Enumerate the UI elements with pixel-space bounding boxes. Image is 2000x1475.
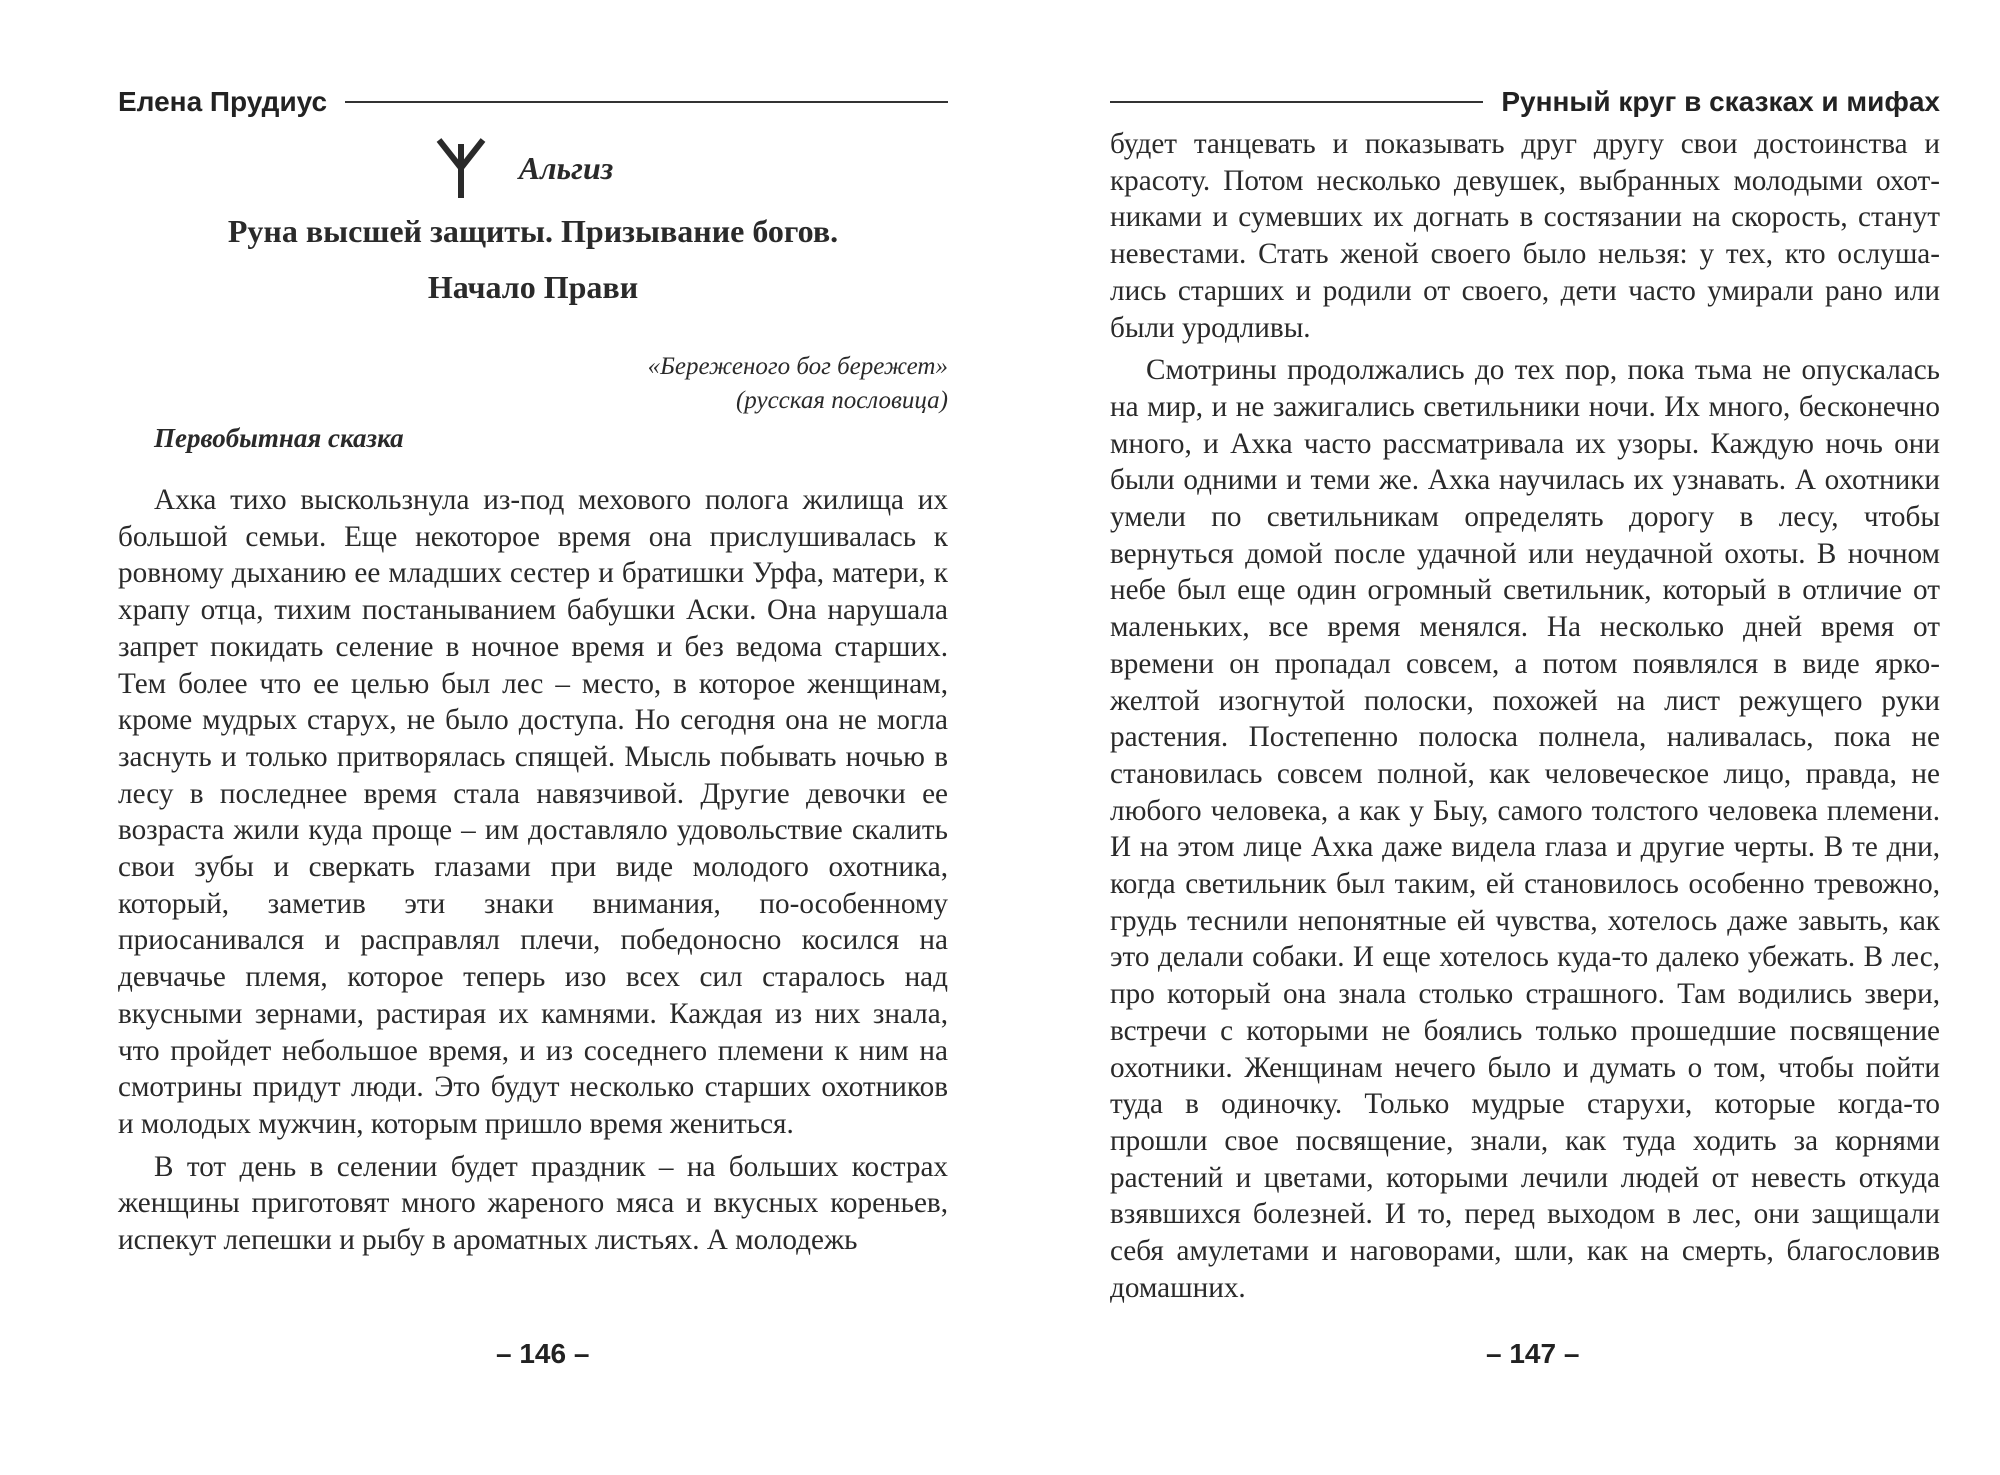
algiz-rune-icon	[433, 136, 489, 200]
rune-title-line	[98, 136, 948, 200]
left-page-number: – 146 –	[496, 1338, 590, 1369]
header-rule	[1110, 101, 1483, 103]
book-title: Рунный круг в сказках и мифах	[1501, 86, 1940, 117]
paragraph: В тот день в селении будет праздник – на больших кострах женщины приготовят много жареного мяса и вкусных кореньев, испекут лепешки и рыбу в ароматных листьях. А молодежь	[118, 1150, 948, 1257]
right-page-number: – 147 –	[1486, 1338, 1580, 1369]
chapter-subtitle-line-1: Руна высшей защиты. Призывание богов.	[227, 213, 839, 249]
left-running-head	[118, 82, 948, 122]
author-name: Елена Прудиус	[118, 86, 328, 117]
section-heading: Первобытная сказка	[154, 423, 404, 453]
paragraph: будет танцевать и показывать друг другу свои достоинства и красоту. Потом несколько девушек, выбранных молодыми охотниками и сумевших их догнать в состязании на скорость, станут невестами. Стать женой своего было нельзя: у тех, кто ослушались старших и родили от своего, дети часто умирали рано или были уродливы.	[1110, 128, 1940, 344]
right-running-head	[1110, 82, 1940, 122]
left-page-body	[118, 136, 948, 1259]
chapter-title-block	[118, 136, 948, 312]
right-page-body	[1110, 126, 1940, 1307]
paragraph: Ахка тихо выскользнула из-под мехового полога жилища их большой семьи. Еще некоторое время она прислушивалась к ровному дыханию ее младших сестер и братишки Урфа, матери, к храпу отца, тихим постаныванием бабушки Аски. Она нарушала запрет покидать селение в ночное время и без ведома старших. Тем более что ее целью был лес – место, в которое женщинам, кроме мудрых старух, не было доступа. Но сегодня она не могла заснуть и только притворялась спящей. Мысль побывать ночью в лесу в последнее время стала навязчивой. Другие девочки ее возраста жили куда проще – им доставляло удовольствие скалить свои зубы и сверкать глазами при виде молодого охотника, который, заметив эти знаки внимания, по-особенному приосанивался и расправлял плечи, победоносно косился на девчачье племя, которое теперь изо всех сил старалось над вкусными зернами, растирая их камнями. Каждая из них знала, что пройдет небольшое время, и из соседнего племени к ним на смотрины придут люди. Это будут несколько старших охотников и молодых мужчин, которым пришло время жениться.	[118, 484, 948, 1140]
chapter-subtitle-line-2: Начало Прави	[427, 269, 639, 305]
epigraph-quote: «Береженого бог бережет»	[647, 353, 948, 380]
epigraph	[118, 350, 948, 418]
header-rule	[345, 101, 948, 103]
epigraph-source: (русская пословица)	[735, 387, 948, 414]
paragraph: Смотрины продолжались до тех пор, пока тьма не опускалась на мир, и не зажигались светильники ночи. Их много, бесконечно много, и Ахка часто рассматривала их узоры. Каждую ночь они были одними и теми же. Ахка научилась их узнавать. А охотники умели по светильникам определять дорогу в лесу, чтобы вернуться домой после удачной или неудачной охоты. В ночном небе был еще один огромный светильник, который в отличие от маленьких, все время менялся. На несколько дней время от времени он пропадал совсем, а потом появлялся в виде ярко-желтой изогнутой полоски, похожей на лист режущего руки растения. Постепенно полоска полнела, наливалась, пока не становилась совсем полной, как человеческое лицо, правда, не любого человека, а как у Быу, самого толстого человека племени. И на этом лице Ахка даже видела глаза и другие черты. В те дни, когда светильник был таким, ей становилось особенно тревожно, грудь теснили непонятные ей чувства, хотелось даже завыть, как это делали собаки. И еще хотелось куда-то далеко убежать. В лес, про который она знала столько страшного. Там водились звери, встречи с которыми не боялись только прошедшие посвящение охотники. Женщинам нечего было и думать о том, чтобы пойти туда в одиночку. Только мудрые старухи, которые когда-то прошли свое посвящение, знали, как туда ходить за корнями растений и цветами, которыми лечили людей от невесть откуда взявшихся болезней. И то, перед выходом в лес, они защищали себя амулетами и наговорами, шли, как на смерть, благословив домашних.	[1110, 354, 1940, 1304]
rune-name: Альгиз	[518, 149, 614, 186]
